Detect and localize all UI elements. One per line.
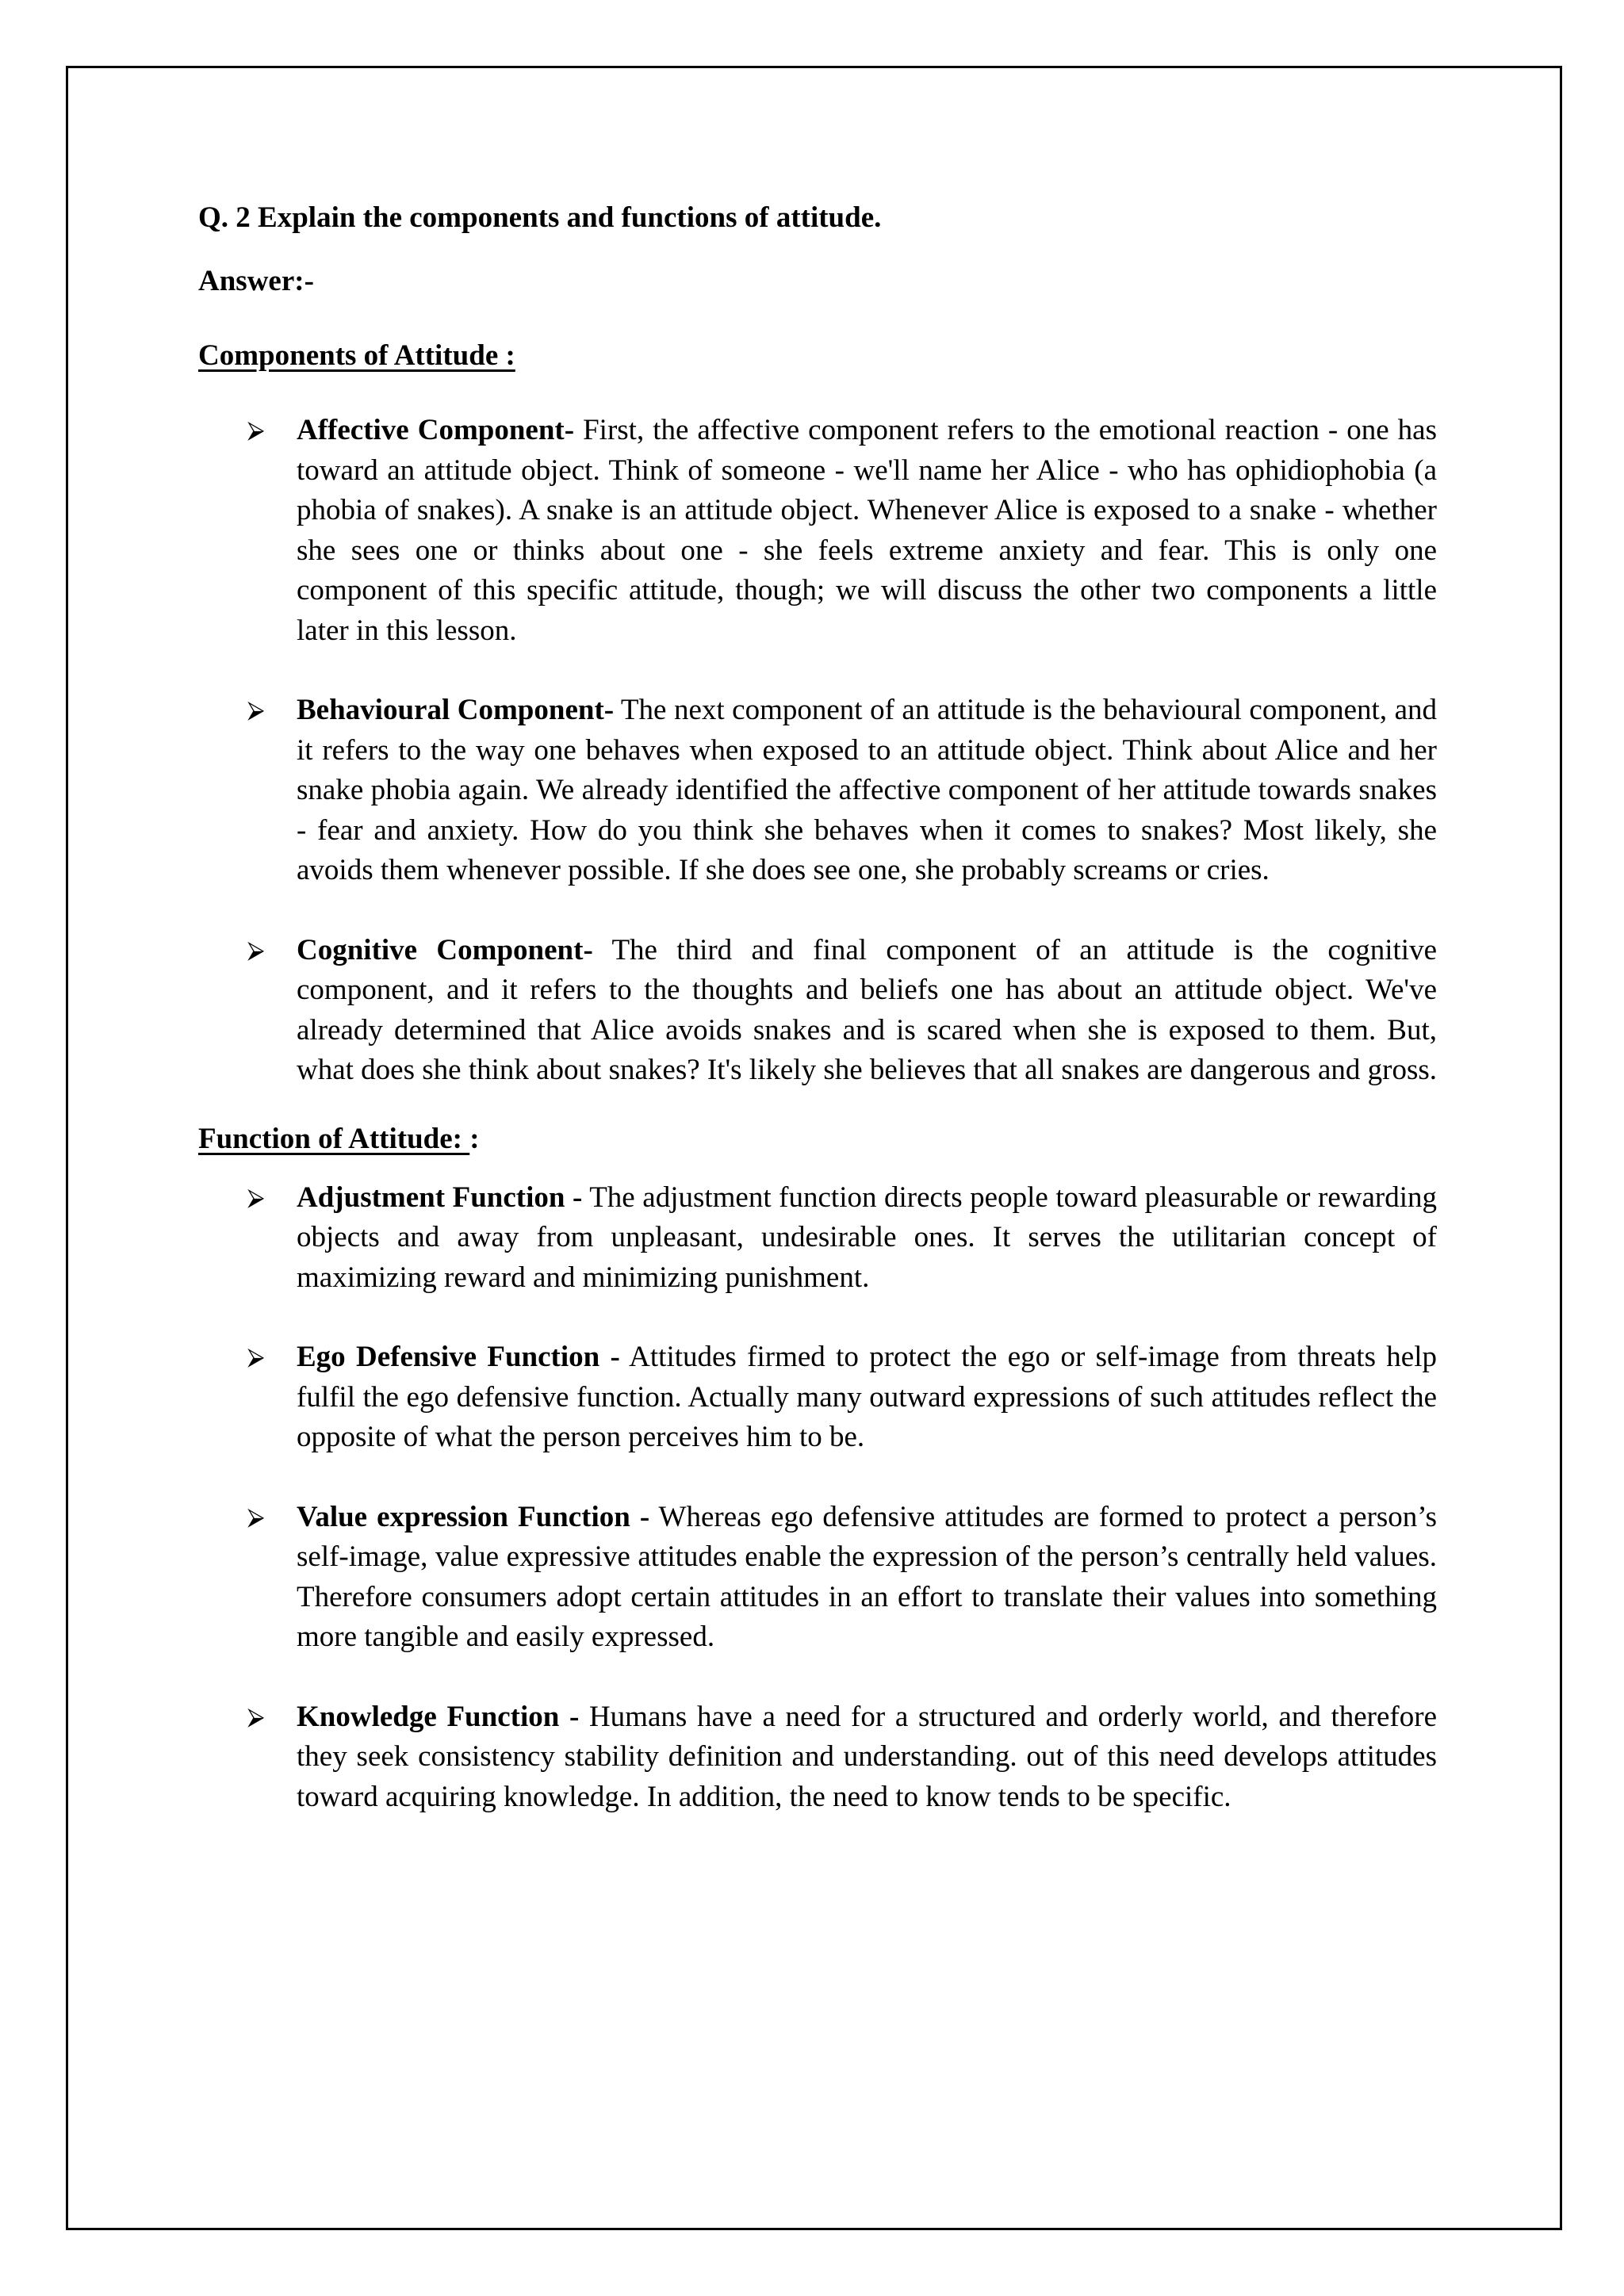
item-term: Cognitive Component-: [297, 933, 593, 966]
functions-heading-text: Function of Attitude:: [198, 1122, 470, 1155]
item-text: First, the affective component refers to the emotional reaction - one has toward an attitude object. Think of someone - we'll name her Alice - who has ophidiophobia (a phobia of snakes). A snake is an attitude object. Whenever Alice is exposed to a snake - whether she sees one or thinks about one - she feels extreme anxiety and fear. This is only one component of this specific attitude, though; we will discuss the other two components a little later in this lesson.: [297, 414, 1437, 647]
document-content: [198, 198, 1437, 1857]
arrow-bullet-icon: ⮚: [247, 696, 265, 724]
question-title: Q. 2 Explain the components and functions of attitude.: [198, 201, 882, 234]
components-heading: [198, 336, 1437, 376]
arrow-bullet-icon: ⮚: [247, 1183, 265, 1211]
list-item-affective: [198, 411, 1437, 651]
answer-label: Answer:-: [198, 265, 314, 297]
list-item-cognitive: [198, 931, 1437, 1091]
item-term: Adjustment Function -: [297, 1181, 583, 1214]
item-text: The next component of an attitude is the behavioural component, and it refers to the way one behaves when exposed to an attitude object. Think about Alice and her snake phobia again. We already identified the affective component of her attitude towards snakes - fear and anxiety. How do you think she behaves when it comes to snakes? Most likely, she avoids them whenever possible. If she does see one, she probably screams or cries.: [297, 694, 1437, 886]
components-list: [198, 411, 1437, 1091]
item-text: Attitudes firmed to protect the ego or self-image from threats help fulfil the ego defensive function. Actually many outward expressions of such attitudes reflect the opposite of what the person perceives him to be.: [297, 1341, 1437, 1453]
arrow-bullet-icon: ⮚: [247, 416, 265, 444]
item-term: Knowledge Function -: [297, 1700, 580, 1733]
list-item-ego-defensive: [198, 1337, 1437, 1458]
list-item-value-expression: [198, 1498, 1437, 1658]
arrow-bullet-icon: ⮚: [247, 936, 265, 964]
list-item-behavioural: [198, 691, 1437, 891]
item-term: Ego Defensive Function -: [297, 1341, 620, 1373]
arrow-bullet-icon: ⮚: [247, 1502, 265, 1531]
item-term: Value expression Function -: [297, 1500, 650, 1533]
functions-list: [198, 1178, 1437, 1818]
item-text: The third and final component of an attitude is the cognitive component, and it refers to the thoughts and beliefs one has about an attitude object. We've already determined that Alice avoids snakes and is scared when she is exposed to them. But, what does she think about snakes? It's likely she believes that all snakes are dangerous and gross.: [297, 933, 1438, 1086]
functions-heading-suffix: :: [469, 1122, 480, 1155]
list-item-adjustment: [198, 1178, 1437, 1299]
arrow-bullet-icon: ⮚: [247, 1343, 265, 1371]
list-item-knowledge: [198, 1697, 1437, 1818]
item-term: Affective Component-: [297, 414, 575, 446]
item-text: Humans have a need for a structured and orderly world, and therefore they seek consistency stability definition and understanding. out of this need develops attitudes toward acquiring knowledge. In addition, the need to know tends to be specific.: [297, 1700, 1437, 1813]
item-text: Whereas ego defensive attitudes are formed to protect a person’s self-image, value expressive attitudes enable the expression of the person’s centrally held values. Therefore consumers adopt certain attitudes in an effort to translate their values into something more tangible and easily expressed.: [297, 1500, 1437, 1653]
components-heading-text: Components of Attitude :: [198, 339, 515, 372]
item-text: The adjustment function directs people toward pleasurable or rewarding objects and away from unpleasant, undesirable ones. It serves the utilitarian concept of maximizing reward and minimizing punishment.: [297, 1181, 1437, 1294]
item-term: Behavioural Component-: [297, 694, 615, 726]
arrow-bullet-icon: ⮚: [247, 1702, 265, 1731]
functions-heading: [198, 1119, 1437, 1159]
